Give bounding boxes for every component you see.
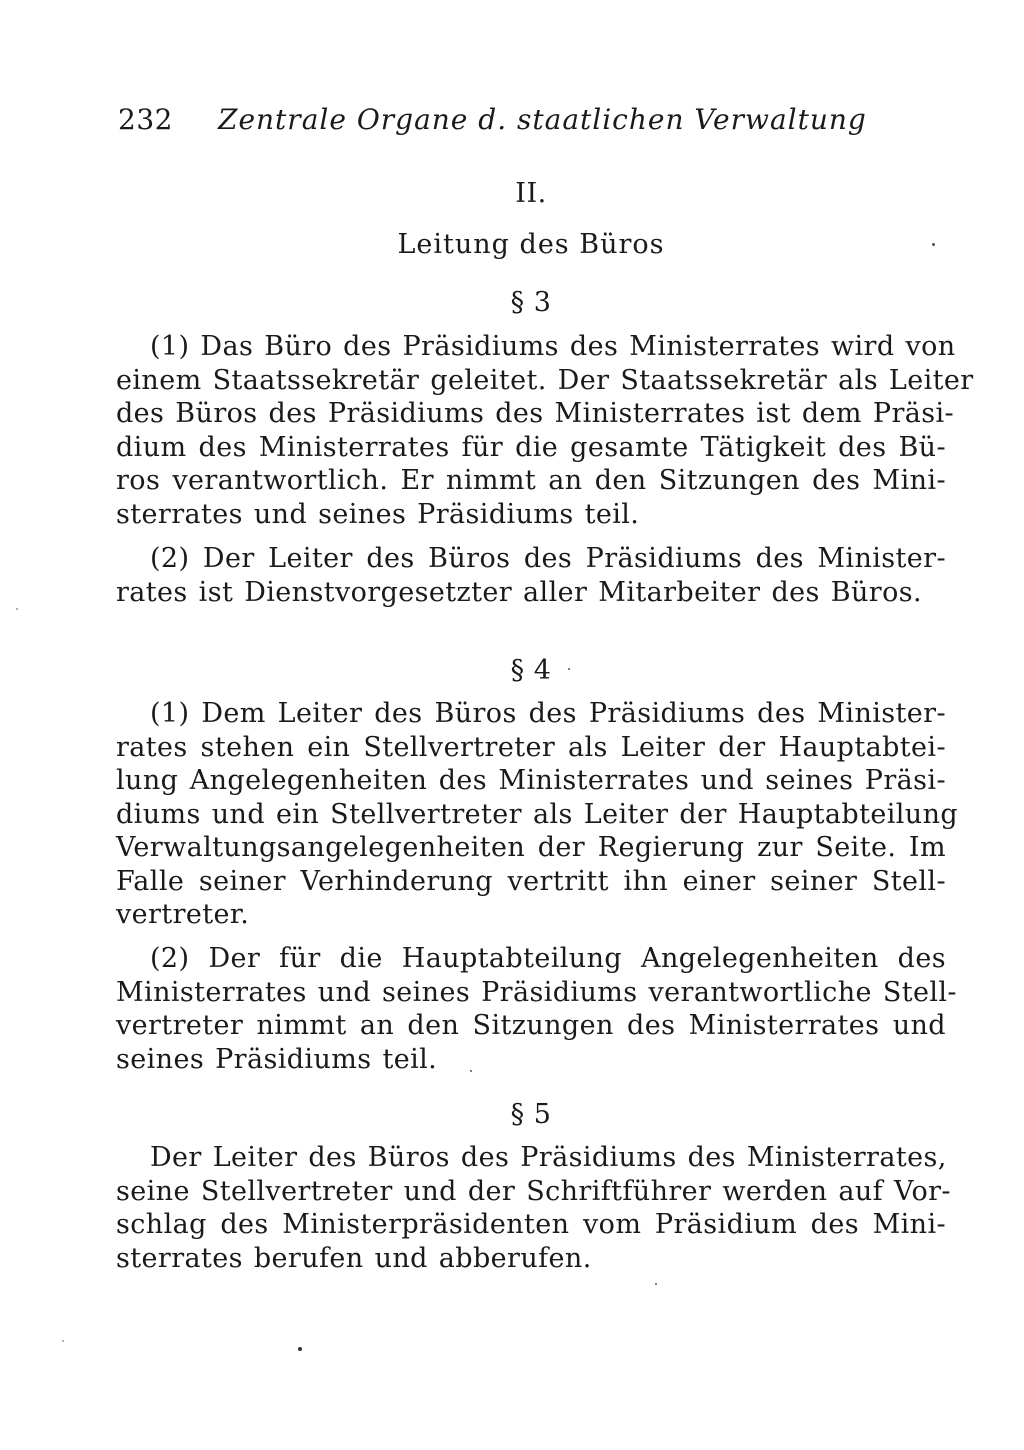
text-line: (1) Dem Leiter des Büros des Präsidiums des Minister- [150,698,946,729]
text-line: des Büros des Präsidiums des Ministerrates ist dem Präsi- [116,398,955,429]
text-line: schlag des Ministerpräsidenten vom Präsidium des Mini- [116,1209,946,1240]
scan-speck [16,608,18,610]
text-line: dium des Ministerrates für die gesamte Tätigkeit des Bü- [116,431,946,463]
paragraph-5-1 [116,1141,951,1275]
text-line: rates stehen ein Stellvertreter als Leiter der Hauptabtei- [116,731,946,763]
scan-speck [62,1340,64,1342]
part-title: Leitung des Büros [397,229,665,260]
paragraph-4-2 [116,942,957,1076]
scan-speck [932,243,935,246]
text-line: seines Präsidiums teil. [116,1043,438,1075]
text-line: vertreter nimmt an den Sitzungen des Ministerrates und [116,1010,946,1041]
paragraph-3-2 [116,542,946,609]
paragraph-4-1 [116,697,959,932]
text-line: sterrates und seines Präsidiums teil. [116,498,640,530]
text-line: sterrates berufen und abberufen. [116,1242,592,1274]
section-heading-3: § 3 [510,287,552,318]
text-line: (2) Der für die Hauptabteilung Angelegenheiten des [150,943,946,974]
text-line: lung Angelegenheiten des Ministerrates und seines Präsi- [116,765,946,796]
text-line: (1) Das Büro des Präsidiums des Ministerrates wird von [150,331,956,362]
text-line: diums und ein Stellvertreter als Leiter der Hauptabteilung [116,798,959,830]
text-line: Der Leiter des Büros des Präsidiums des Ministerrates, [150,1142,947,1173]
part-number: II. [515,178,547,209]
text-line: vertreter. [116,899,250,930]
text-line: Falle seiner Verhinderung vertritt ihn einer seiner Stell- [116,865,946,897]
text-line: seine Stellvertreter und der Schriftführer werden auf Vor- [116,1175,951,1207]
scan-speck [568,668,570,670]
text-line: ros verantwortlich. Er nimmt an den Sitzungen des Mini- [116,465,946,496]
page-number: 232 [118,103,173,136]
text-line: einem Staatssekretär geleitet. Der Staatssekretär als Leiter [116,364,974,396]
scan-speck [470,1070,472,1072]
text-line: (2) Der Leiter des Büros des Präsidiums des Minister- [150,543,946,574]
paragraph-3-1 [116,330,974,531]
text-line: rates ist Dienstvorgesetzter aller Mitarbeiter des Büros. [116,576,922,608]
running-title: Zentrale Organe d. staatlichen Verwaltung [218,103,867,136]
running-head [118,103,867,136]
scan-speck [655,1283,657,1285]
scan-speck [298,1347,302,1351]
section-heading-4: § 4 [510,655,552,686]
text-line: Ministerrates und seines Präsidiums verantwortliche Stell- [116,976,957,1008]
section-heading-5: § 5 [510,1099,552,1130]
text-line: Verwaltungsangelegenheiten der Regierung zur Seite. Im [116,832,946,863]
